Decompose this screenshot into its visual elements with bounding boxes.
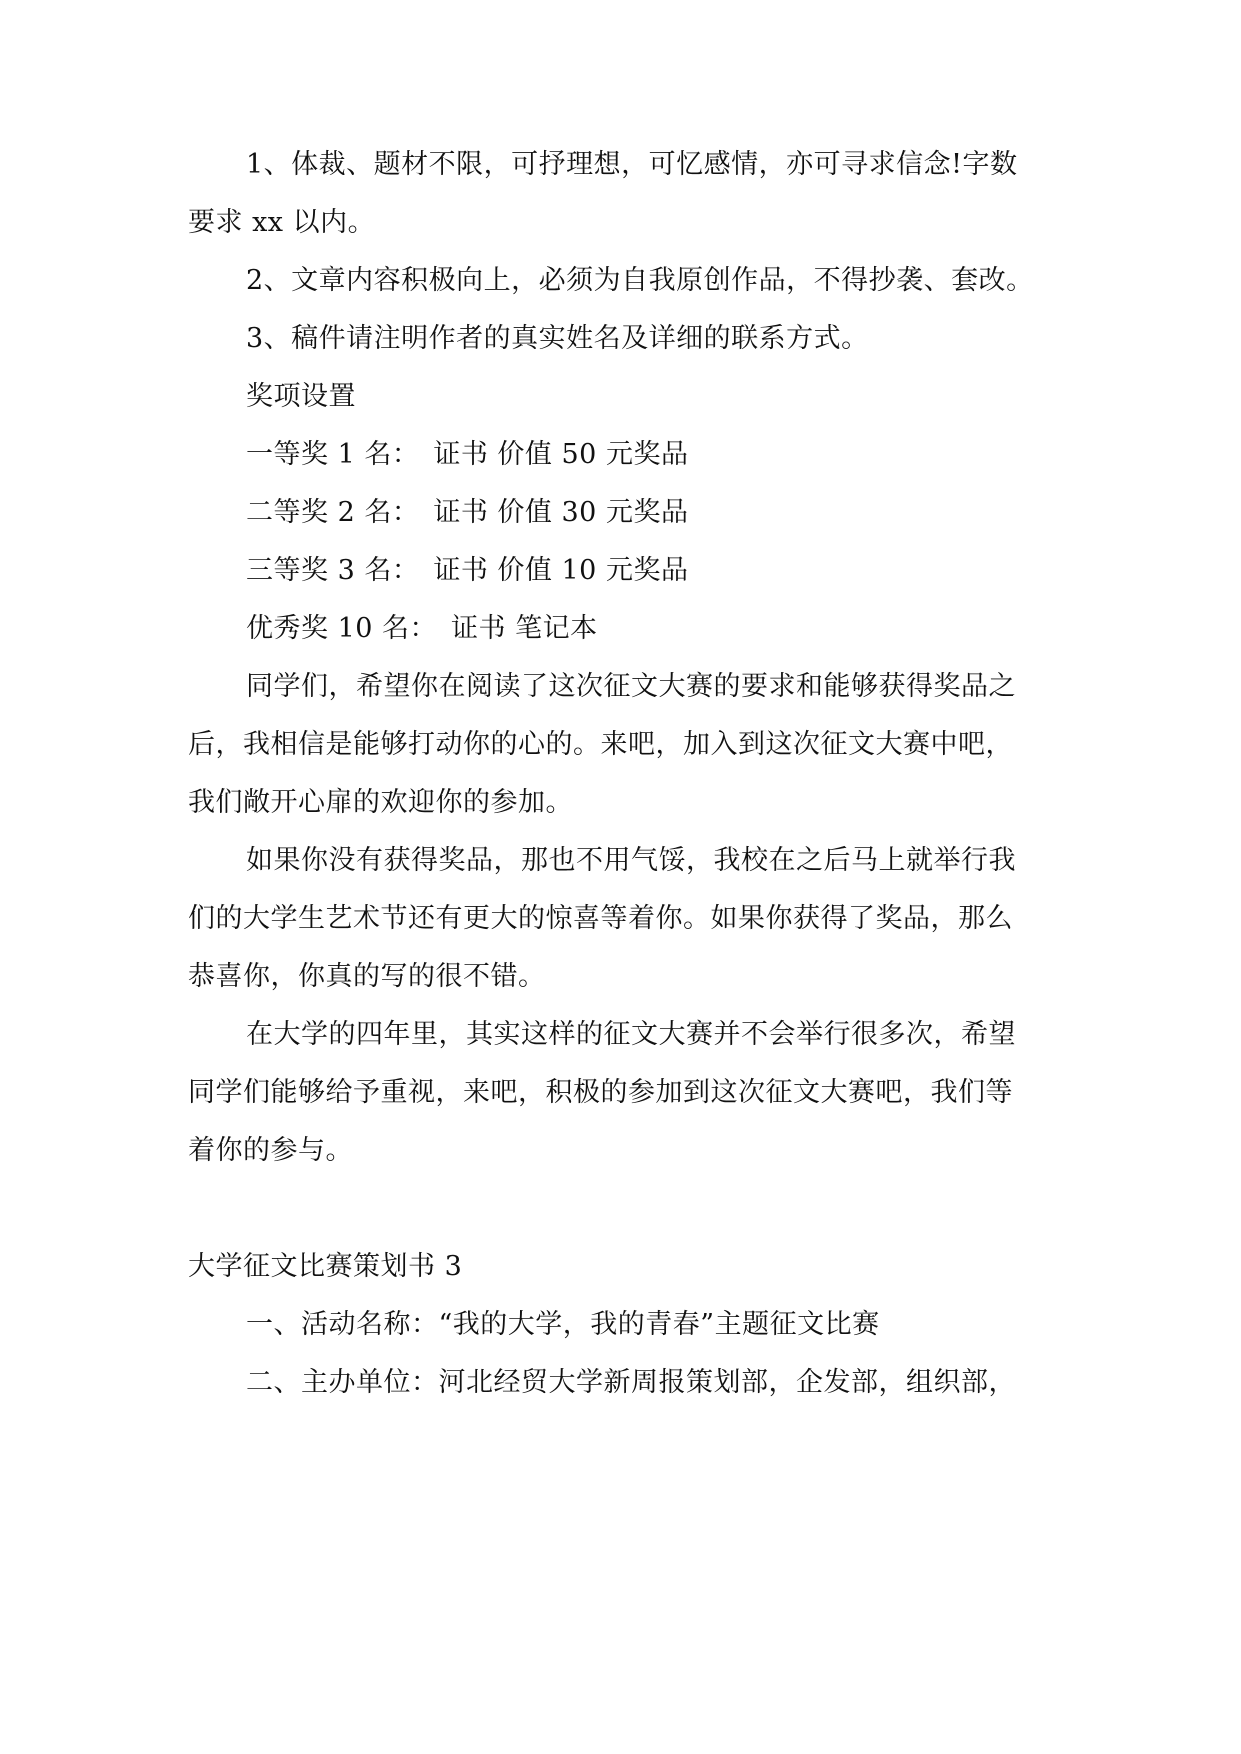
paragraph-1-line-1: 同学们，希望你在阅读了这次征文大赛的要求和能够获得奖品之: [246, 671, 1016, 702]
award-first: 一等奖 1 名： 证书 价值 50 元奖品: [246, 439, 689, 470]
award-excellence: 优秀奖 10 名： 证书 笔记本: [246, 613, 598, 644]
paragraph-2-line-1: 如果你没有获得奖品，那也不用气馁，我校在之后马上就举行我: [246, 845, 1016, 876]
section-title: 大学征文比赛策划书 3: [188, 1251, 463, 1282]
paragraph-1-line-3: 我们敞开心扉的欢迎你的参加。: [188, 787, 573, 818]
requirement-2: 2、文章内容积极向上，必须为自我原创作品，不得抄袭、套改。: [246, 265, 1034, 296]
award-second: 二等奖 2 名： 证书 价值 30 元奖品: [246, 497, 689, 528]
requirement-3: 3、稿件请注明作者的真实姓名及详细的联系方式。: [246, 323, 869, 354]
requirement-1-line-2: 要求 xx 以内。: [188, 207, 376, 238]
paragraph-2-line-3: 恭喜你，你真的写的很不错。: [188, 961, 546, 992]
paragraph-2-line-2: 们的大学生艺术节还有更大的惊喜等着你。如果你获得了奖品，那么: [188, 903, 1013, 934]
paragraph-3-line-3: 着你的参与。: [188, 1135, 353, 1166]
awards-heading: 奖项设置: [246, 381, 356, 412]
paragraph-1-line-2: 后，我相信是能够打动你的心的。来吧，加入到这次征文大赛中吧，: [188, 729, 1013, 760]
paragraph-3-line-2: 同学们能够给予重视，来吧，积极的参加到这次征文大赛吧，我们等: [188, 1077, 1013, 1108]
activity-name: 一、活动名称：“我的大学，我的青春”主题征文比赛: [246, 1309, 880, 1340]
organizer: 二、主办单位：河北经贸大学新周报策划部，企发部，组织部，: [246, 1367, 1016, 1398]
award-third: 三等奖 3 名： 证书 价值 10 元奖品: [246, 555, 689, 586]
requirement-1-line-1: 1、体裁、题材不限，可抒理想，可忆感情，亦可寻求信念!字数: [246, 149, 1018, 180]
paragraph-3-line-1: 在大学的四年里，其实这样的征文大赛并不会举行很多次，希望: [246, 1019, 1016, 1050]
